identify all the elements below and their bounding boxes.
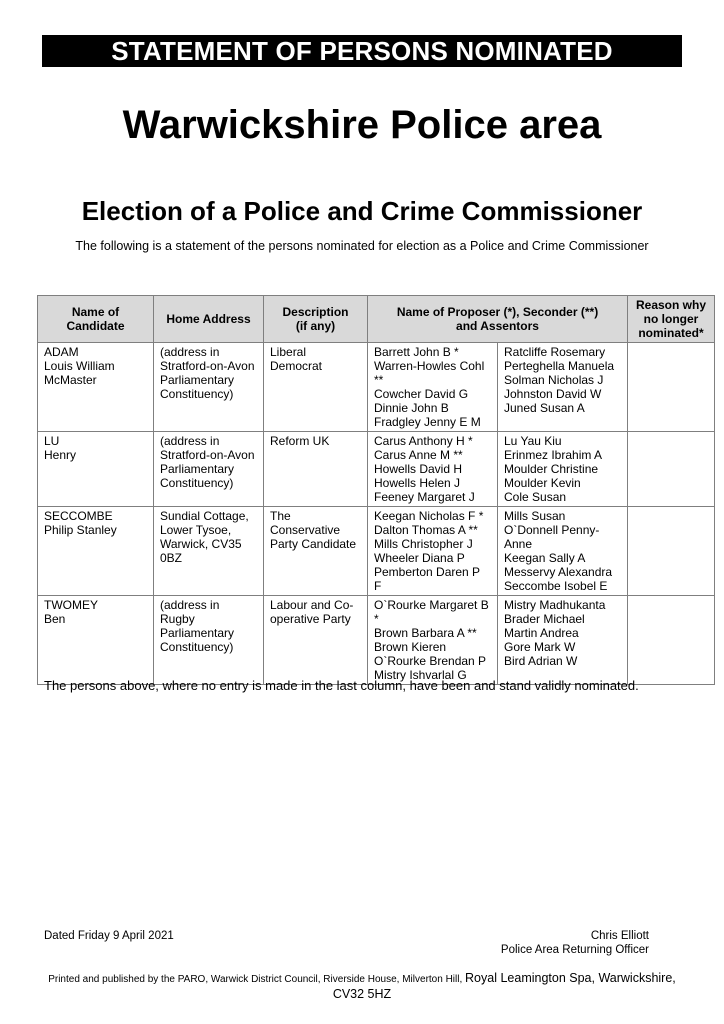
home-address-line: Parliamentary	[160, 373, 235, 387]
proposers-left-line: Feeney Margaret J	[374, 490, 475, 504]
proposers-right-line: Anne	[504, 537, 533, 551]
candidate-name-cell	[38, 507, 154, 596]
home-address-cell	[154, 432, 264, 507]
proposers-right-line: Mills Susan	[504, 509, 566, 523]
home-address-cell	[154, 596, 264, 685]
proposers-left-cell	[368, 343, 498, 432]
reason-cell	[628, 596, 715, 685]
proposers-right-line: Perteghella Manuela	[504, 359, 615, 373]
election-title: Election of a Police and Crime Commissioner	[81, 196, 643, 226]
proposers-left-line: Keegan Nicholas F *	[374, 509, 484, 523]
home-address-line: Parliamentary	[160, 462, 235, 476]
home-address-line: 0BZ	[160, 551, 183, 565]
header-name: Name of Candidate	[38, 296, 154, 343]
proposers-right-line: Cole Susan	[504, 490, 567, 504]
reason-cell	[628, 432, 715, 507]
candidate-name-cell	[38, 596, 154, 685]
home-address-cell	[154, 343, 264, 432]
home-address-line: Stratford-on-Avon	[160, 359, 255, 373]
candidate-name-line: LU	[44, 434, 60, 448]
proposers-left-cell	[368, 507, 498, 596]
proposers-right-line: Johnston David W	[504, 387, 602, 401]
home-address-line: (address in	[160, 598, 220, 612]
proposers-left-cell	[368, 596, 498, 685]
home-address-line: Sundial Cottage,	[160, 509, 249, 523]
home-address-line: Rugby	[160, 612, 195, 626]
imprint-large: Royal Leamington Spa, Warwickshire,	[465, 971, 676, 985]
proposers-left-line: *	[374, 612, 379, 626]
description-line: Liberal	[270, 345, 307, 359]
proposers-right-line: Lu Yau Kiu	[504, 434, 562, 448]
proposers-left-line: O`Rourke Brendan P	[374, 654, 487, 668]
signatory-title: Police Area Returning Officer	[500, 944, 649, 956]
proposers-right-line: Moulder Christine	[504, 462, 599, 476]
description-line: Party Candidate	[270, 537, 357, 551]
home-address-line: (address in	[160, 434, 220, 448]
candidate-name-line: Louis William	[44, 359, 115, 373]
proposers-right-line: Martin Andrea	[504, 626, 579, 640]
proposers-left-line: Howells Helen J	[374, 476, 461, 490]
description-line: Labour and Co-	[270, 598, 354, 612]
proposers-right-line: Moulder Kevin	[504, 476, 581, 490]
signatory-name: Chris Elliott	[590, 930, 649, 942]
proposers-left-line: Wheeler Diana P	[374, 551, 465, 565]
proposers-right-line: Erinmez Ibrahim A	[504, 448, 603, 462]
intro-text: The following is a statement of the persons nominated for election as a Police and Crime Commissioner	[75, 239, 649, 253]
proposers-right-cell	[498, 507, 628, 596]
reason-cell	[628, 507, 715, 596]
proposers-left-line: Carus Anthony H *	[374, 434, 473, 448]
description-line: Conservative	[270, 523, 341, 537]
proposers-left-line: Warren-Howles Cohl	[374, 359, 485, 373]
home-address-line: Stratford-on-Avon	[160, 448, 255, 462]
header-description: Description (if any)	[264, 296, 368, 343]
proposers-right-line: Mistry Madhukanta	[504, 598, 606, 612]
proposers-left-line: Cowcher David G	[374, 387, 469, 401]
proposers-left-line: Mistry Ishvarlal G	[374, 668, 467, 682]
proposers-right-line: Juned Susan A	[504, 401, 585, 415]
dated-line: Dated Friday 9 April 2021	[44, 930, 174, 942]
description-cell	[264, 596, 368, 685]
proposers-left-line: O`Rourke Margaret B	[374, 598, 489, 612]
table-row	[38, 507, 715, 596]
candidate-name-cell	[38, 432, 154, 507]
proposers-right-line: Bird Adrian W	[504, 654, 578, 668]
reason-cell	[628, 343, 715, 432]
candidate-name-line: Ben	[44, 612, 66, 626]
proposers-left-line: F	[374, 579, 382, 593]
imprint-postcode: CV32 5HZ	[332, 987, 392, 1001]
proposers-right-line: O`Donnell Penny-	[504, 523, 600, 537]
imprint	[40, 971, 684, 1003]
header-proposers: Name of Proposer (*), Seconder (**) and Assentors	[368, 296, 628, 343]
candidates-table	[37, 295, 715, 685]
candidate-name-line: TWOMEY	[44, 598, 98, 612]
proposers-left-line: Brown Kieren	[374, 640, 447, 654]
candidate-name-line: SECCOMBE	[44, 509, 113, 523]
home-address-line: Constituency)	[160, 640, 234, 654]
table-row	[38, 596, 715, 685]
proposers-left-line: Pemberton Daren P	[374, 565, 481, 579]
home-address-line: Lower Tysoe,	[160, 523, 232, 537]
home-address-line: Constituency)	[160, 476, 234, 490]
candidate-name-line: ADAM	[44, 345, 79, 359]
home-address-line: Constituency)	[160, 387, 234, 401]
proposers-right-line: Messervy Alexandra	[504, 565, 613, 579]
proposers-right-line: Solman Nicholas J	[504, 373, 604, 387]
valid-nomination-note: The persons above, where no entry is made in the last column, have been and stand validly nominated.	[44, 678, 639, 693]
proposers-right-cell	[498, 596, 628, 685]
description-line: Reform UK	[270, 434, 330, 448]
table-row	[38, 432, 715, 507]
description-cell	[264, 507, 368, 596]
proposers-right-line: Gore Mark W	[504, 640, 576, 654]
table-row	[38, 343, 715, 432]
signatory	[501, 929, 649, 957]
proposers-right-cell	[498, 432, 628, 507]
proposers-left-line: Dinnie John B	[374, 401, 449, 415]
proposers-right-line: Keegan Sally A	[504, 551, 586, 565]
proposers-left-line: Mills Christopher J	[374, 537, 473, 551]
proposers-right-line: Ratcliffe Rosemary	[504, 345, 606, 359]
description-line: operative Party	[270, 612, 351, 626]
description-cell	[264, 343, 368, 432]
proposers-right-line: Brader Michael	[504, 612, 585, 626]
proposers-left-line: Carus Anne M **	[374, 448, 463, 462]
proposers-left-line: Fradgley Jenny E M	[374, 415, 481, 429]
header-reason: Reason why no longer nominated*	[628, 296, 715, 343]
description-cell	[264, 432, 368, 507]
candidate-name-line: McMaster	[44, 373, 97, 387]
proposers-left-line: Dalton Thomas A **	[374, 523, 478, 537]
proposers-left-cell	[368, 432, 498, 507]
home-address-cell	[154, 507, 264, 596]
home-address-line: Parliamentary	[160, 626, 235, 640]
header-address: Home Address	[154, 296, 264, 343]
area-title: Warwickshire Police area	[122, 103, 602, 147]
proposers-left-line: Barrett John B *	[374, 345, 459, 359]
home-address-line: Warwick, CV35	[160, 537, 242, 551]
statement-banner: STATEMENT OF PERSONS NOMINATED	[42, 35, 682, 67]
candidate-name-line: Henry	[44, 448, 77, 462]
table-header-row	[38, 296, 715, 343]
description-line: Democrat	[270, 359, 323, 373]
home-address-line: (address in	[160, 345, 220, 359]
candidate-name-cell	[38, 343, 154, 432]
proposers-right-cell	[498, 343, 628, 432]
candidate-name-line: Philip Stanley	[44, 523, 117, 537]
description-line: The	[270, 509, 291, 523]
proposers-left-line: Howells David H	[374, 462, 463, 476]
imprint-small: Printed and published by the PARO, Warwick District Council, Riverside House, Milverton Hill,	[48, 974, 463, 985]
proposers-right-line: Seccombe Isobel E	[504, 579, 608, 593]
proposers-left-line: **	[374, 373, 384, 387]
proposers-left-line: Brown Barbara A **	[374, 626, 477, 640]
